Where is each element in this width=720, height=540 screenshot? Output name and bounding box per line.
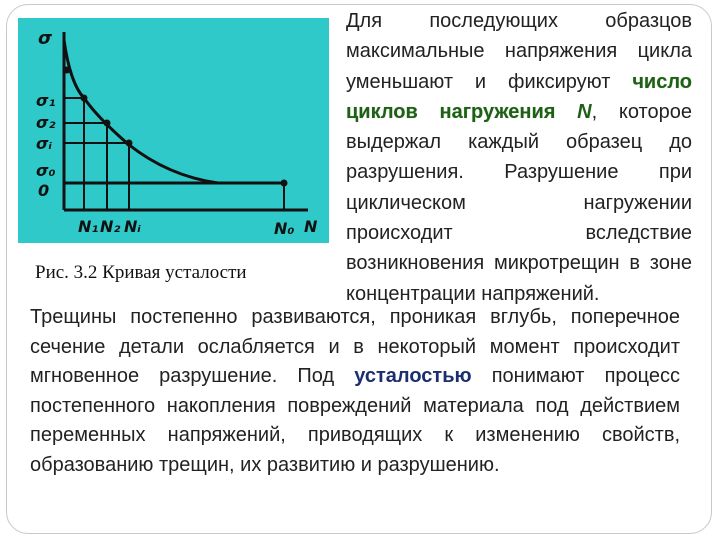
term-cycle-symbol: N — [577, 100, 592, 123]
y-label-sigma-1: σ₁ — [36, 91, 56, 110]
y-label-sigma-2: σ₂ — [36, 113, 56, 132]
body-paragraph-text-1: Трещины постепенно развиваются, проникая вглубь, поперечное сечение детали ослабляется и в некоторый момент происходит мгновенное разрушение. Под — [30, 306, 680, 387]
fatigue-curve-drawing — [18, 18, 329, 243]
figure-caption: Рис. 3.2 Кривая усталости — [35, 262, 247, 283]
y-label-sigma-i: σᵢ — [36, 134, 52, 153]
body-paragraph-text-2: понимают процесс постепенного накопления повреждений материала под действием переменных напряжений, приводящих к изменению свойств, образованию трещин, их развитию и разрушению. — [30, 365, 680, 476]
x-label-ni: Nᵢ — [124, 217, 141, 236]
side-paragraph-text-1: Для последующих образцов максимальные напряжения цикла уменьшают и фиксируют — [346, 10, 692, 93]
x-label-n1: N₁ — [78, 217, 99, 236]
term-fatigue: усталостью — [354, 365, 472, 387]
x-label-n: N — [304, 217, 318, 236]
side-paragraph — [346, 6, 692, 309]
curve-point — [64, 67, 71, 74]
fatigue-curve-figure — [18, 18, 329, 243]
fatigue-curve — [64, 40, 284, 183]
body-paragraph — [30, 303, 680, 480]
y-label-sigma-0: σ₀ — [36, 161, 56, 180]
side-paragraph-text-2: , которое выдержал каждый образец до разрушения. Разрушение при циклическом нагружении происходит вследствие возникновения микротрещин в зоне концентрации напряжений. — [346, 100, 692, 305]
y-label-zero: 0 — [38, 181, 50, 200]
x-label-n0: N₀ — [274, 219, 295, 238]
y-label-sigma: σ — [38, 28, 53, 49]
x-label-n2: N₂ — [100, 217, 121, 236]
term-cycle-count: число циклов нагружения — [346, 70, 692, 123]
